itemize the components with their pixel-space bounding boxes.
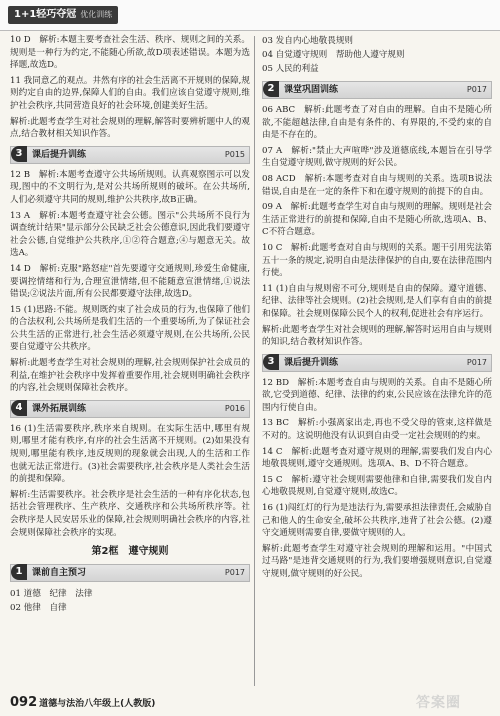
section-page: P016	[224, 403, 245, 413]
section-number: 3	[11, 146, 27, 162]
section-number: 3	[263, 354, 279, 370]
page-header	[0, 0, 500, 31]
answer-item: 08 ACD 解析:本题考查对自由与规则的关系。选项B说法错误,自由是在一定的条件下和在遵守规则的前提下的自由。	[262, 173, 492, 197]
answer-item: 12 BD 解析:本题考查自由与规则的关系。自由不是随心所欲,它受到道德、纪律、法律的约束,公民应该在法律允许的范围内行使自由。	[262, 377, 492, 413]
answer-item: 06 ABC 解析:此题考查了对自由的理解。自由不是随心所欲,不能超越法律,自由是有条件的、有界限的,不受约束的自由是不存在的。	[262, 105, 492, 141]
answer-item: 02 他律 自律	[10, 603, 67, 614]
answer-item: 05 人民的利益	[262, 64, 319, 74]
answer-item: 16 (1)生活需要秩序,秩序来自规则。在实际生活中,哪里有规则,哪里才能有秩序,有序的社会生活离不开规则。(2)如果没有规则,哪里能有秩序,违反规则的现象就会出现,人的生活和工作也就无法正常进行。(3)社会需要秩序,社会秩序是人类社会生活的前提和保障。	[10, 423, 250, 485]
column-divider	[254, 36, 255, 686]
section-page: P017	[224, 568, 245, 578]
answer-item: 解析:此题考查学生对社会规则的理解,解答时要辨析题中人的观点,结合教材相关知识作答。	[10, 116, 250, 140]
section-page: P017	[466, 85, 487, 94]
answer-item: 解析:此题考查学生对遵守社会规则的理解和运用。"中国式过马路"是违背交通规则的行为,我们要增强规则意识,自觉遵守规则,做守规则的好公民。	[262, 543, 492, 579]
right-column	[262, 34, 492, 690]
section-header-after-class	[10, 146, 250, 164]
section-title: 课外拓展训练	[32, 403, 87, 414]
answer-item: 14 C 解析:此题考查对遵守规则的理解,需要我们发自内心地敬畏规则,遵守交通规则。选项A、B、D不符合题意。	[262, 446, 492, 470]
answer-item: 解析:此题考查学生对社会规则的理解,解答时运用自由与规则的知识,结合教材知识作答。	[262, 324, 492, 348]
section-page: P017	[466, 357, 487, 367]
answer-item: 01 道德 纪律 法律	[10, 589, 93, 600]
answer-item: 12 B 解析:本题考查遵守公共场所规则。认真观察图示可以发现,图中的不文明行为,是对公共场所规则的破坏。在公共场所,人们必须遵守共同的规则,维护公共秩序,故B正确。	[10, 169, 250, 205]
section-number: 4	[11, 400, 27, 416]
answer-item: 15 (1)思路:不能。规则既约束了社会成员的行为,也保障了他们的合法权利,公共场所是我们生活的一个重要场所,为了保证社会公共生活的正常进行,社会生活必须遵守规则,在公共场所,公民要自觉遵守公共秩序。	[10, 304, 250, 353]
section-number: 1	[11, 564, 27, 580]
section-header-extension	[10, 400, 250, 418]
section-title: 课后提升训练	[284, 357, 339, 368]
answer-item: 13 A 解析:本题考查遵守社会公德。图示"公共场所不良行为调查统计结果"显示部分公民缺乏社会公德意识,因此我们要遵守社会公德,自觉维护公共秩序,①②符合题意;④与题意无关。故选A。	[10, 210, 250, 259]
section-title: 课后提升训练	[32, 149, 87, 160]
watermark-logo: 答案圈	[416, 695, 461, 711]
answer-item: 10 D 解析:本题主要考查社会生活、秩序、规则之间的关系。规则是一种行为约定,不能随心所欲,故D项表述错误。本题为选择题,故选D。	[10, 35, 250, 71]
answer-item: 11 我同意乙的观点。井然有序的社会生活离不开规则的保障,规则约定自由的边界,保障人们的自由。我们应该自觉遵守规则,维护社会秩序,共同营造良好的社会环境,创建美好生活。	[10, 75, 250, 111]
answer-item: 16 (1)闯红灯的行为是违法行为,需要承担法律责任,会威胁自己和他人的生命安全,破坏公共秩序,违背了社会公德。(2)遵守交通规则需要自律,要做守规则的人。	[262, 503, 492, 539]
brand-logo	[8, 6, 118, 24]
lesson-title: 第2框 遵守规则	[91, 546, 169, 558]
answer-item: 04 自觉遵守规则 帮助他人遵守规则	[262, 50, 405, 60]
answer-item: 15 C 解析:遵守社会规则需要他律和自律,需要我们发自内心地敬畏规则,自觉遵守规则,故选C。	[262, 474, 492, 498]
answer-item: 07 A 解析:"禁止大声喧哗"涉及道德底线,本题旨在引导学生自觉遵守规则,做守规则的好公民。	[262, 145, 492, 169]
section-title: 课堂巩固训练	[284, 85, 339, 95]
left-column	[10, 34, 250, 690]
section-header-in-class	[262, 81, 492, 99]
brand-subtitle: 优化训练	[80, 10, 113, 19]
section-title: 课前自主预习	[32, 568, 87, 579]
brand-name: 1+1轻巧夺冠	[14, 9, 77, 20]
answer-item: 解析:生活需要秩序。社会秩序是社会生活的一种有序化状态,包括社会管理秩序、生产秩序、交通秩序和公共场所秩序等。社会秩序是人民安居乐业的保障,社会规则明确社会秩序的内容,社会规则保障社会秩序的实现。	[10, 489, 250, 538]
section-header-after-class	[262, 354, 492, 372]
section-number: 2	[263, 81, 279, 97]
answer-item: 14 D 解析:克服"路怒症"首先要遵守交通规则,珍爱生命健康,要调控情绪和行为,合理宣泄情绪,但不能随意宣泄情绪,①说法错误;②说法片面,所有公民都要遵守法律,故选D。	[10, 263, 250, 300]
page-footer	[10, 695, 155, 710]
book-title: 道德与法治八年级上(人教版)	[39, 699, 156, 709]
page-number: 092	[10, 695, 38, 710]
answer-item: 解析:此题考查学生对社会规则的理解,社会规则保护社会成员的利益,在维护社会秩序中发挥着重要作用,社会规则明确社会秩序的内容,社会规则保障社会秩序。	[10, 358, 250, 394]
section-page: P015	[224, 149, 245, 159]
answer-item: 09 A 解析:此题考查学生对自由与规则的理解。规则是社会生活正常进行的前提和保障,自由不是随心所欲,选项A、B、C不符合题意。	[262, 202, 492, 238]
answer-item: 10 C 解析:此题考查对自由与规则的关系。题干引用宪法第五十一条的规定,说明自由是法律保护的自由,要在法律范围内行使。	[262, 242, 492, 279]
section-header-preview	[10, 564, 250, 582]
answer-item: 03 发自内心地敬畏规则	[262, 36, 354, 46]
answer-item: 13 BC 解析:小强离家出走,再也不受父母的管束,这样做是不对的。这说明他没有认识到自由受一定社会规则的约束。	[262, 418, 492, 442]
answer-item: 11 (1)自由与规则密不可分,规则是自由的保障。遵守道德、纪律、法律等社会规则。(2)社会规则,是人们享有自由的前提和保障。社会规则保障公民个人的权利,促进社会有序运行。	[262, 283, 492, 319]
